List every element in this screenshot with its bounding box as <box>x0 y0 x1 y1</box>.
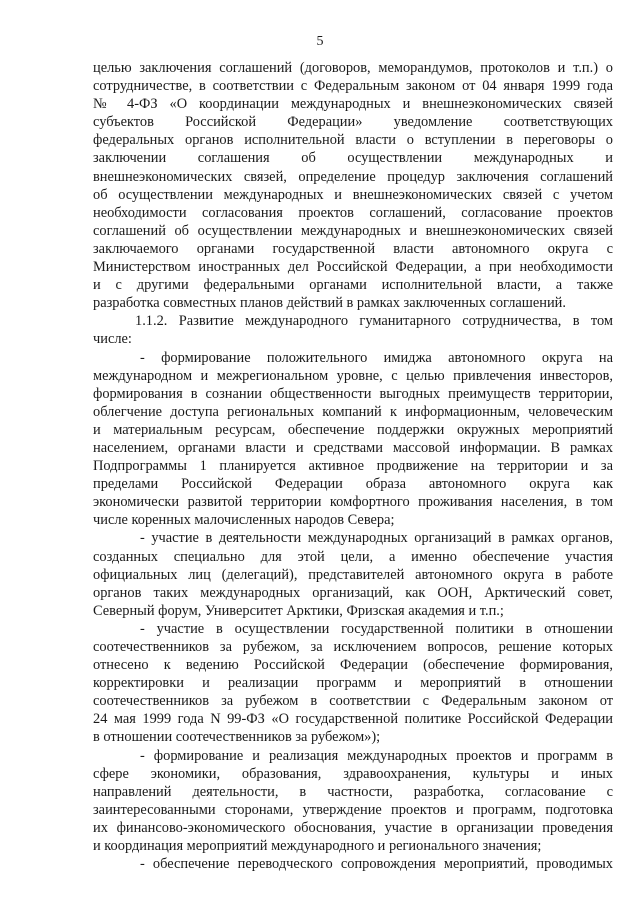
text-line: № 4-ФЗ «О координации международных и внешнеэкономических связей <box>93 96 613 113</box>
text-line: Министерством иностранных дел Российской Федерации, а при необходимости <box>93 259 613 276</box>
text-line: формирования в сознании общественности выгодных преимуществ территории, <box>93 385 613 402</box>
text-line: заключении соглашения об осуществлении международных и <box>93 150 613 167</box>
text-line: 24 мая 1999 года N 99-ФЗ «О государственной политике Российской Федерации <box>93 711 613 728</box>
text-line: облегчение доступа региональных компаний к информационным, человеческим <box>93 403 613 420</box>
text-line: официальных лиц (делегаций), представителей автономного округа в работе <box>93 566 613 583</box>
text-line: - формирование положительного имиджа автономного округа на <box>140 349 613 366</box>
text-line: - обеспечение переводческого сопровождения мероприятий, проводимых <box>140 856 613 873</box>
text-line: разработка совместных планов действий в рамках заключенных соглашений. <box>93 295 566 312</box>
text-line: - участие в осуществлении государственной политики в отношении <box>140 620 613 637</box>
text-line: и координация мероприятий международного и регионального значения; <box>93 838 542 855</box>
text-line: внешнеэкономических связей, определение процедур заключения соглашений <box>93 168 613 185</box>
text-line: Северный форум, Университет Арктики, Фризская академия и т.п.; <box>93 602 504 619</box>
text-line: отнесено к ведению Российской Федерации (обеспечение формирования, <box>93 657 613 674</box>
text-line: заинтересованными сторонами, утверждение проектов и программ, подготовка <box>93 801 613 818</box>
text-line: соотечественников за рубежом в соответствии с Федеральным законом от <box>93 693 613 710</box>
text-line: субъектов Российской Федерации» уведомление соответствующих <box>93 114 613 131</box>
text-line: международном и межрегиональном уровне, с целью привлечения инвесторов, <box>93 367 613 384</box>
text-line: сфере экономики, образования, здравоохранения, культуры и иных <box>93 765 613 782</box>
text-line: и с другими федеральными органами исполнительной власти, а также <box>93 277 613 294</box>
text-line: числе коренных малочисленных народов Севера; <box>93 512 395 529</box>
text-line: соотечественников за рубежом, за исключением вопросов, решение которых <box>93 639 613 655</box>
text-line: их финансово-экономического обоснования, участие в организации проведения <box>93 819 613 836</box>
text-line: и материальным ресурсам, обеспечение поддержки окружных мероприятий <box>93 421 613 438</box>
text-line: федеральных органов исполнительной власти о вступлении в переговоры о <box>93 132 613 149</box>
text-line: - формирование и реализация международных проектов и программ в <box>140 747 613 764</box>
text-line: пределами Российской Федерации образа автономного округа как <box>93 476 613 493</box>
text-line: 1.1.2. Развитие международного гуманитарного сотрудничества, в том <box>135 313 613 330</box>
text-line: целью заключения соглашений (договоров, меморандумов, протоколов и т.п.) о <box>93 60 613 76</box>
text-line: населением, органами власти и средствами массовой информации. В рамках <box>93 439 613 456</box>
text-line: направлений деятельности, в частности, разработка, согласование с <box>93 783 613 800</box>
text-line: заключаемого органами государственной власти автономного округа с <box>93 240 613 257</box>
text-line: органов таких международных организаций, как ООН, Арктический совет, <box>93 584 613 601</box>
text-line: соглашений об осуществлении международных и внешнеэкономических связей <box>93 222 613 239</box>
page-number: 5 <box>316 34 324 49</box>
document-body <box>93 59 613 873</box>
text-line: - участие в деятельности международных организаций в рамках органов, <box>140 530 613 547</box>
text-line: корректировки и реализации программ и мероприятий в отношении <box>93 675 613 692</box>
text-line: Подпрограммы 1 планируется активное продвижение на территории и за <box>93 458 613 475</box>
text-line: созданных специально для этой цели, а именно обеспечение участия <box>93 548 613 565</box>
text-line: экономически развитой территории комфортного проживания населения, в том <box>93 494 613 511</box>
text-line: в отношении соотечественников за рубежом»); <box>93 729 381 746</box>
text-line: необходимости согласования проектов соглашений, согласование проектов <box>93 204 613 221</box>
text-line: об осуществлении международных и внешнеэкономических связей с учетом <box>93 186 613 203</box>
text-line: числе: <box>93 331 132 348</box>
text-line: сотрудничестве, в соответствии с Федеральным законом от 04 января 1999 года <box>93 78 613 95</box>
